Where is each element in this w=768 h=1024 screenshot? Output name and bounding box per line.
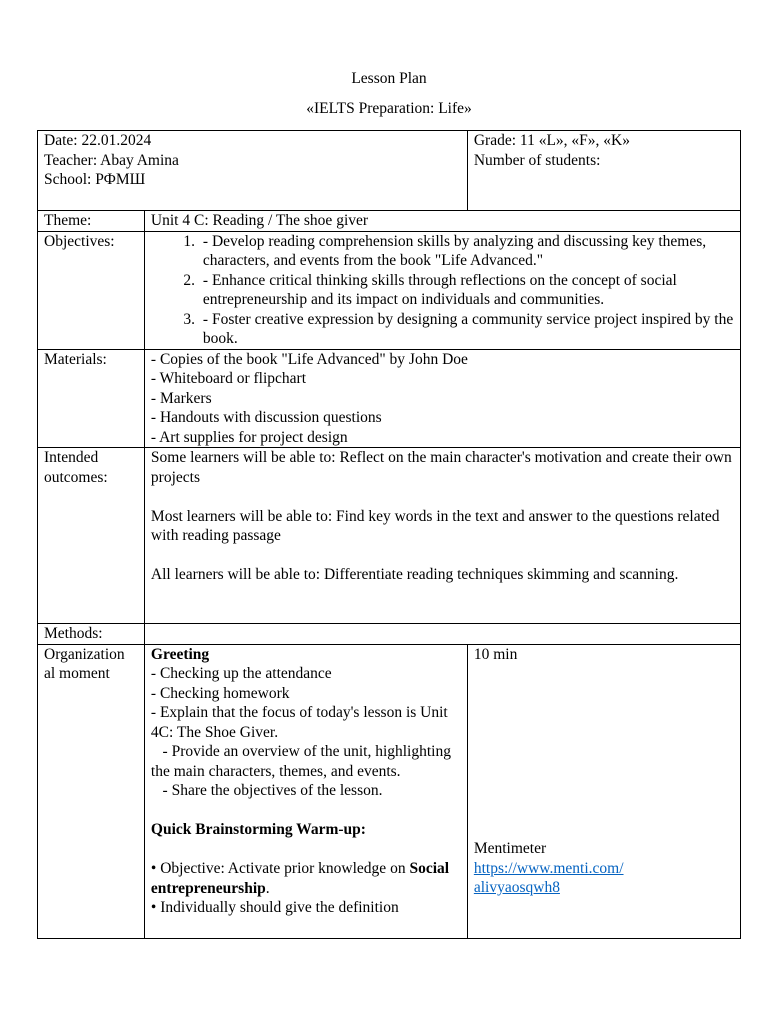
org-label [38, 644, 145, 938]
greeting-item: - Provide an overview of the unit, highlighting the main characters, themes, and events. [150, 743, 455, 780]
greeting-item: - Checking homework [150, 684, 290, 702]
material-item: - Markers [150, 389, 212, 407]
greeting-item: - Checking up the attendance [150, 665, 332, 682]
org-moment-row [38, 644, 741, 938]
objective-item: 3. - Foster creative expression by designing a community service project inspired by the book. [199, 310, 734, 349]
students-text: Number of students: [473, 151, 601, 169]
objectives-label: Objectives: [38, 231, 145, 349]
outcomes-label-line: Intended [44, 449, 99, 466]
objectives-row [38, 231, 741, 349]
lesson-plan-table [37, 130, 741, 939]
document-title: Lesson Plan [351, 70, 427, 87]
menti-link[interactable]: https://www.menti.com/ [473, 859, 624, 877]
outcomes-label [38, 448, 145, 624]
org-label-line: al moment [44, 665, 110, 682]
header-class-cell [467, 131, 740, 211]
tool-text: Mentimeter [473, 840, 547, 857]
objective-prefix: • Objective: Activate prior knowledge on [150, 860, 410, 877]
outcome-some: Some learners will be able to: Reflect on the main character's motivation and create their own projects [150, 449, 732, 486]
methods-cell [144, 624, 740, 645]
outcome-all: All learners will be able to: Differentiate reading techniques skimming and scanning. [150, 566, 679, 583]
objective-bold: Social entrepreneurship [150, 860, 450, 897]
document-subtitle: «IELTS Preparation: Life» [306, 100, 472, 117]
methods-label: Methods: [38, 624, 145, 645]
outcomes-cell [144, 448, 740, 624]
materials-cell [144, 349, 740, 448]
outcome-most: Most learners will be able to: Find key words in the text and answer to the questions related with reading passage [150, 507, 720, 544]
greeting-item: - Explain that the focus of today's lesson is Unit 4C: The Shoe Giver. [150, 704, 448, 741]
theme-label: Theme: [38, 211, 145, 232]
teacher-text: Teacher: Abay Amina [44, 151, 179, 169]
material-item: - Whiteboard or flipchart [150, 370, 307, 387]
objective-suffix: . [265, 879, 270, 897]
greeting-item: - Share the objectives of the lesson. [150, 782, 383, 799]
header-row [38, 131, 741, 211]
methods-row [38, 624, 741, 645]
objective-item: 1. - Develop reading comprehension skills by analyzing and discussing key themes, characters, and events from the book "Life Advanced." [199, 232, 734, 271]
theme-row [38, 211, 741, 232]
theme-value: Unit 4 C: Reading / The shoe giver [144, 211, 740, 232]
brainstorm-individual: • Individually should give the definition [150, 899, 399, 916]
school-text: School: РФМШ [44, 171, 146, 188]
objective-item: 2. - Enhance critical thinking skills through reflections on the concept of social entrepreneurship and its impact on individuals and communities. [199, 271, 734, 310]
materials-row [38, 349, 741, 448]
grade-text: Grade: 11 «L», «F», «K» [473, 132, 630, 149]
menti-link-continued[interactable]: alivyaosqwh8 [473, 879, 560, 896]
outcomes-label-line: outcomes: [44, 468, 108, 486]
material-item: - Handouts with discussion questions [150, 409, 382, 426]
header-info-cell [38, 131, 468, 211]
objectives-list [151, 232, 734, 349]
org-resources-cell [467, 644, 740, 938]
date-text: Date: 22.01.2024 [44, 132, 152, 149]
outcomes-row [38, 448, 741, 624]
brainstorm-objective [151, 859, 461, 898]
brainstorm-heading: Quick Brainstorming Warm-up: [150, 821, 366, 838]
org-activity-cell [144, 644, 467, 938]
materials-label: Materials: [38, 349, 145, 448]
time-text: 10 min [473, 645, 518, 663]
org-label-line: Organization [44, 645, 125, 663]
material-item: - Copies of the book "Life Advanced" by John Doe [150, 350, 468, 368]
material-item: - Art supplies for project design [150, 428, 348, 446]
greeting-heading: Greeting [150, 645, 210, 663]
objectives-cell [144, 231, 740, 349]
